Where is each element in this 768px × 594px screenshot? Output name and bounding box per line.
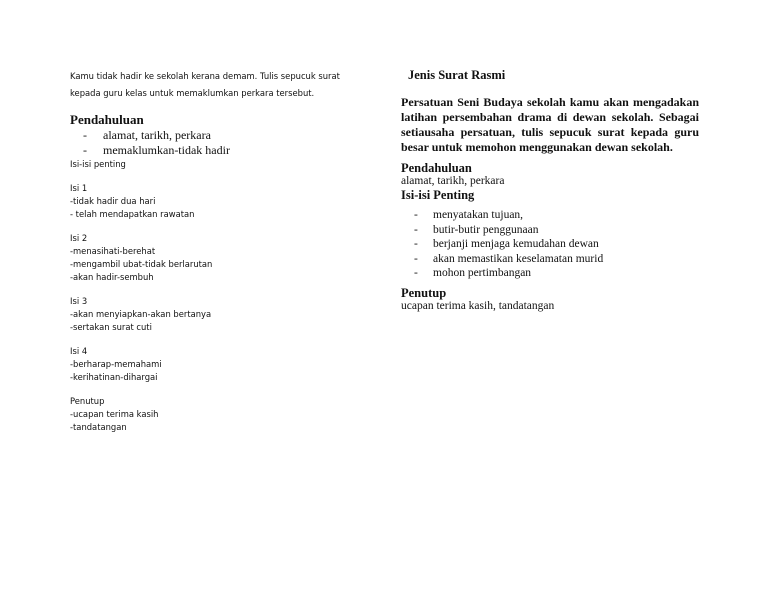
list-item: -menasihati-berehat <box>70 246 156 256</box>
list-item: - berjanji menjaga kemudahan dewan <box>401 237 699 252</box>
isi-1-block <box>70 182 370 221</box>
list-item: -mengambil ubat-tidak berlarutan <box>70 259 213 269</box>
left-pendahuluan-list <box>70 128 370 158</box>
isi-2-block <box>70 232 370 284</box>
left-pendahuluan-heading: Pendahuluan <box>70 112 144 127</box>
list-item: -sertakan surat cuti <box>70 322 152 332</box>
list-item: -tandatangan <box>70 422 127 432</box>
penutup-title: Penutup <box>70 396 105 406</box>
list-item: - memaklumkan-tidak hadir <box>70 143 370 158</box>
list-item: - telah mendapatkan rawatan <box>70 209 195 219</box>
list-item: - butir-butir penggunaan <box>401 223 699 238</box>
list-item: - alamat, tarikh, perkara <box>70 128 370 143</box>
list-item: -akan menyiapkan-akan bertanya <box>70 309 212 319</box>
right-penutup-heading: Penutup <box>401 285 447 300</box>
list-item: -tidak hadir dua hari <box>70 196 156 206</box>
list-item: - akan memastikan keselamatan murid <box>401 252 699 267</box>
right-isi-heading: Isi-isi Penting <box>401 188 475 202</box>
list-item: - mohon pertimbangan <box>401 266 699 281</box>
right-penutup-text: ucapan terima kasih, tandatangan <box>401 299 555 312</box>
list-item: -ucapan terima kasih <box>70 409 159 419</box>
isi-4-title: Isi 4 <box>70 346 88 356</box>
list-item: -kerihatinan-dihargai <box>70 372 158 382</box>
left-isi-heading: Isi-isi penting <box>70 159 126 169</box>
isi-1-title: Isi 1 <box>70 183 88 193</box>
right-title: Jenis Surat Rasmi <box>408 68 506 82</box>
penutup-block <box>70 395 370 434</box>
isi-3-block <box>70 295 370 334</box>
right-isi-list <box>401 208 699 281</box>
isi-3-title: Isi 3 <box>70 296 88 306</box>
list-item: -akan hadir-sembuh <box>70 272 154 282</box>
list-item: - menyatakan tujuan, <box>401 208 699 223</box>
isi-2-title: Isi 2 <box>70 233 88 243</box>
right-column <box>401 67 699 313</box>
list-item: -berharap-memahami <box>70 359 162 369</box>
right-question-text: Persatuan Seni Budaya sekolah kamu akan mengadakan latihan persembahan drama di dewan sekolah. Sebagai setiausaha persatuan, tulis sepucuk surat kepada guru besar untuk memohon menggunakan dewan sekolah. <box>401 95 699 154</box>
left-question-text: Kamu tidak hadir ke sekolah kerana demam. Tulis sepucuk surat kepada guru kelas untuk memaklumkan perkara tersebut. <box>70 71 340 98</box>
left-column <box>70 68 370 434</box>
isi-4-block <box>70 345 370 384</box>
right-pendahuluan-text: alamat, tarikh, perkara <box>401 175 505 187</box>
right-pendahuluan-heading: Pendahuluan <box>401 161 472 175</box>
